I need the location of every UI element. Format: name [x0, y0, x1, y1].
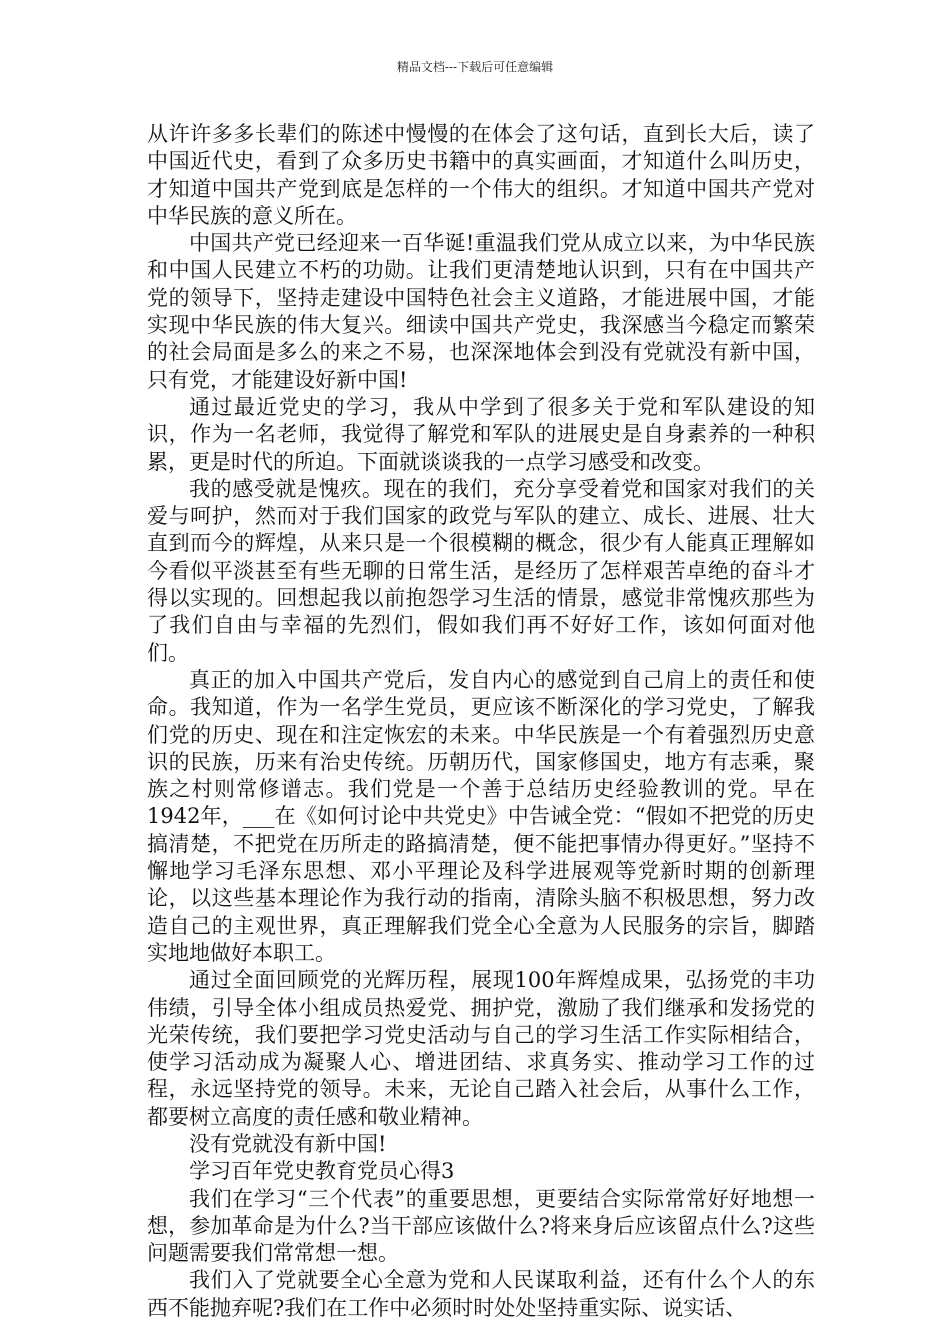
- paragraph: 我们在学习“三个代表”的重要思想，更要结合实际常常好好地想一想，参加革命是为什么?当干部应该做什么?将来身后应该留点什么?这些问题需要我们常常想一想。: [147, 1186, 815, 1266]
- document-body: [147, 121, 815, 1322]
- paragraph: 我的感受就是愧疚。现在的我们，充分享受着党和国家对我们的关爱与呵护，然而对于我们国家的政党与军队的建立、成长、进展、壮大直到而今的辉煌，从来只是一个很模糊的概念，很少有人能真正理解如今看似平淡甚至有些无聊的日常生活，是经历了怎样艰苦卓绝的奋斗才得以实现的。回想起我以前抱怨学习生活的情景，感觉非常愧疚那些为了我们自由与幸福的先烈们，假如我们再不好好工作，该如何面对他们。: [147, 476, 815, 665]
- paragraph: 没有党就没有新中国!: [189, 1131, 387, 1156]
- paragraph: 通过全面回顾党的光辉历程，展现100年辉煌成果，弘扬党的丰功伟绩，引导全体小组成员热爱党、拥护党，激励了我们继承和发扬党的光荣传统，我们要把学习党史活动与自己的学习生活工作实际相结合，使学习活动成为凝聚人心、增进团结、求真务实、推动学习工作的过程，永远坚持党的领导。未来，无论自己踏入社会后，从事什么工作，都要树立高度的责任感和敬业精神。: [147, 968, 815, 1129]
- page-header: 精品文档---下载后可任意编辑: [396, 60, 554, 74]
- paragraph: 真正的加入中国共产党后，发自内心的感觉到自己肩上的责任和使命。我知道，作为一名学生党员，更应该不断深化的学习党史，了解我们党的历史、现在和注定恢宏的未来。中华民族是一个有着强烈历史意识的民族，历来有治史传统。历朝历代，国家修国史，地方有志乘，聚族之村则常修谱志。我们党是一个善于总结历史经验教训的党。早在1942年，___在《如何讨论中共党史》中告诫全党：“假如不把党的历史搞清楚，不把党在历所走的路搞清楚，便不能把事情办得更好。”坚持不懈地学习毛泽东思想、邓小平理论及科学进展观等党新时期的创新理论，以这些基本理论作为我行动的指南，清除头脑不积极思想，努力改造自己的主观世界，真正理解我们党全心全意为人民服务的宗旨，脚踏实地地做好本职工。: [147, 667, 815, 965]
- paragraph: 我们入了党就要全心全意为党和人民谋取利益，还有什么个人的东西不能抛弃呢?我们在工作中必须时时处处坚持重实际、说实话、: [147, 1268, 815, 1320]
- paragraph: 从许许多多长辈们的陈述中慢慢的在体会了这句话，直到长大后，读了中国近代史，看到了众多历史书籍中的真实画面，才知道什么叫历史，才知道中国共产党到底是怎样的一个伟大的组织。才知道中国共产党对中华民族的意义所在。: [147, 122, 815, 228]
- paragraph: 通过最近党史的学习，我从中学到了很多关于党和军队建设的知识，作为一名老师，我觉得了解党和军队的进展史是自身素养的一种积累，更是时代的所迫。下面就谈谈我的一点学习感受和改变。: [147, 394, 815, 474]
- paragraph: 中国共产党已经迎来一百华诞!重温我们党从成立以来，为中华民族和中国人民建立不朽的功勋。让我们更清楚地认识到，只有在中国共产党的领导下，坚持走建设中国特色社会主义道路，才能进展中国，才能实现中华民族的伟大复兴。细读中国共产党史，我深感当今稳定而繁荣的社会局面是多么的来之不易，也深深地体会到没有党就没有新中国，只有党，才能建设好新中国!: [147, 231, 815, 392]
- section-heading: 学习百年党史教育党员心得3: [189, 1159, 455, 1184]
